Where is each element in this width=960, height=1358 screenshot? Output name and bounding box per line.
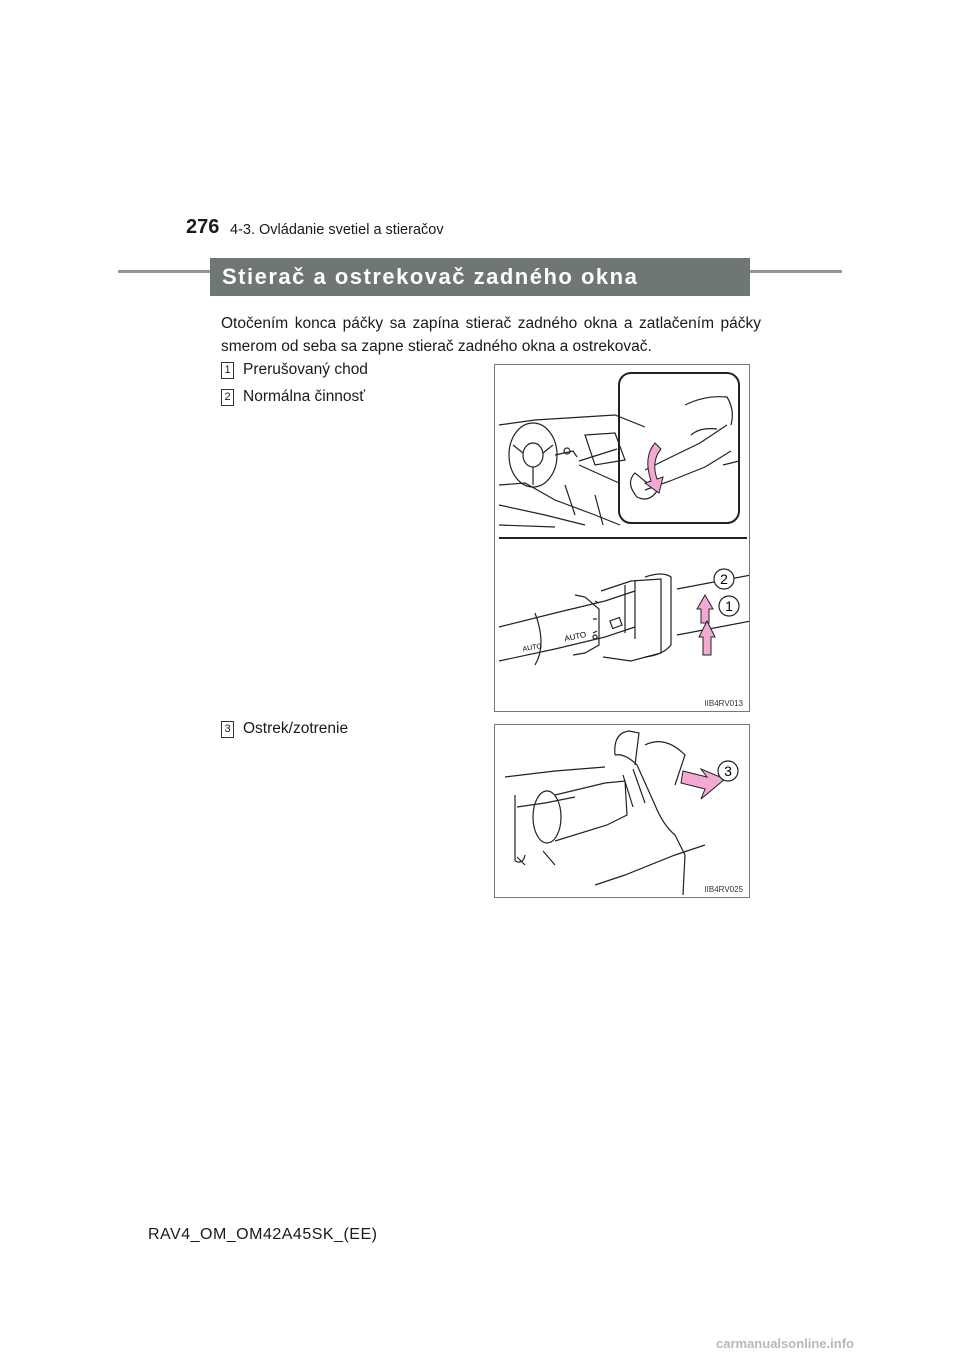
lever-auto-label-2: AUTO	[563, 629, 588, 644]
watermark: carmanualsonline.info	[716, 1336, 854, 1351]
lever-auto-label-1: AUTO	[522, 643, 543, 654]
arrow-up-icon	[699, 621, 715, 655]
step-number: 1	[221, 362, 234, 379]
callout-2: 2	[720, 571, 728, 587]
step-2	[221, 388, 365, 406]
callout-1: 1	[725, 598, 733, 614]
figure-code: IIB4RV013	[704, 699, 743, 708]
step-label: Ostrek/zotrenie	[243, 720, 349, 737]
intro-paragraph: Otočením konca páčky sa zapína stierač zadného okna a zatlačením páčky smerom od seba sa zapne stierač zadného okna a ostrekovač.	[221, 315, 761, 355]
footer-model-code: RAV4_OM_OM42A45SK_(EE)	[148, 1226, 378, 1243]
arrow-up-icon	[697, 595, 713, 623]
section-title: 4-3. Ovládanie svetiel a stieračov	[230, 222, 444, 238]
figure-washer-lever	[494, 724, 750, 898]
step-3	[221, 720, 348, 738]
washer-lever-illustration	[495, 725, 750, 898]
step-1	[221, 361, 368, 379]
figure-rear-wiper-lever	[494, 364, 750, 712]
rotate-arrow-icon	[645, 443, 663, 493]
step-label: Normálna činnosť	[243, 388, 366, 405]
step-label: Prerušovaný chod	[243, 361, 368, 378]
callout-3: 3	[724, 763, 732, 779]
step-number: 3	[221, 721, 234, 738]
page-number: 276	[186, 216, 220, 238]
figure-code: IIB4RV025	[704, 885, 743, 894]
rear-wiper-lever-illustration	[495, 365, 750, 712]
step-number: 2	[221, 389, 234, 406]
section-banner: Stierač a ostrekovač zadného okna	[210, 258, 750, 296]
